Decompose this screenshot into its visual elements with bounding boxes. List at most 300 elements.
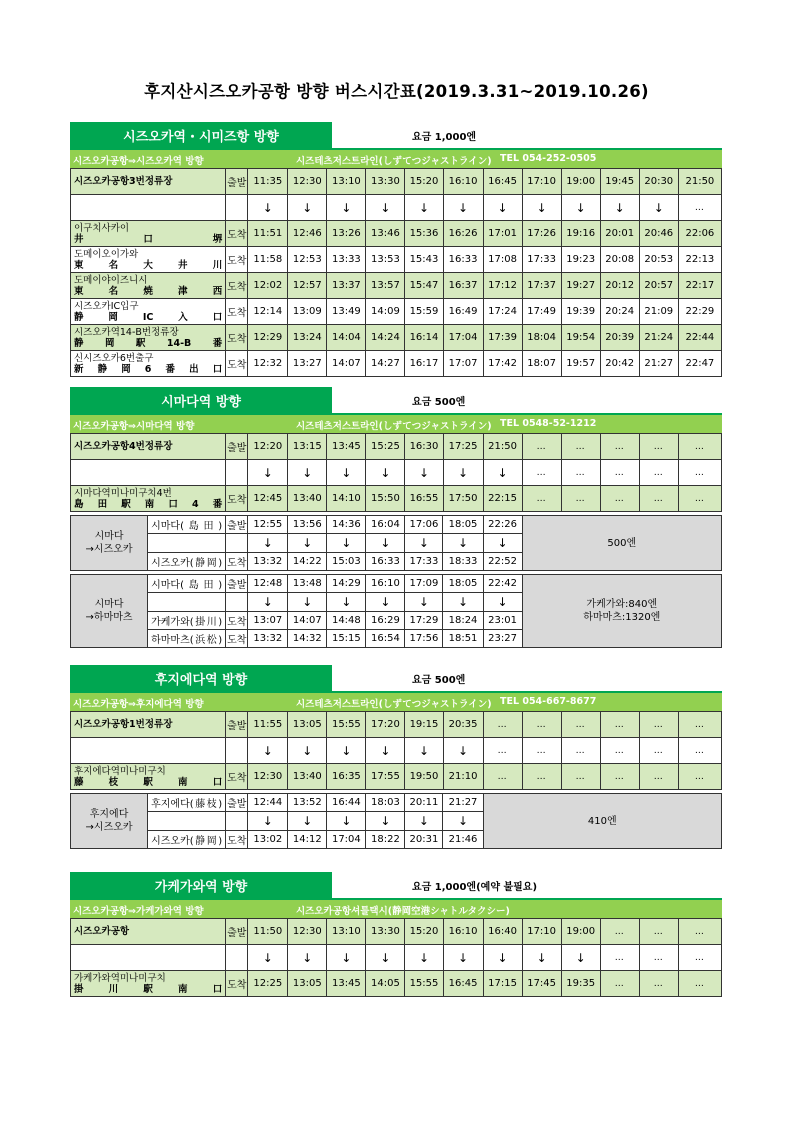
down-arrow-icon: ↓ (443, 534, 483, 553)
empty-slot: … (639, 486, 678, 512)
departure-time: 15:20 (405, 919, 443, 945)
down-arrow-icon: ↓ (443, 195, 483, 221)
down-arrow-icon: ↓ (483, 593, 522, 612)
departure-time: 16:55 (405, 486, 443, 512)
stop-name (71, 971, 226, 997)
sub-route-dest: →시즈오카 (85, 822, 133, 833)
departure-time: 22:44 (678, 325, 721, 351)
departure-time: 17:24 (483, 299, 522, 325)
departure-time: 19:35 (561, 971, 600, 997)
stop-name (71, 460, 226, 486)
down-arrow-icon: ↓ (288, 460, 327, 486)
down-arrow-icon: ↓ (248, 593, 288, 612)
departure-time: 17:49 (522, 299, 561, 325)
stop-name (71, 919, 226, 945)
departure-time: 21:46 (443, 831, 483, 849)
stop-type: 도착 (226, 486, 248, 512)
departure-time: 12:32 (248, 351, 288, 377)
empty-slot: … (639, 460, 678, 486)
empty-slot: … (600, 434, 639, 460)
departure-time: 13:27 (288, 351, 327, 377)
departure-time: 12:53 (288, 247, 327, 273)
stop-type: 도착 (226, 831, 248, 849)
phone-number: TEL 0548-52-1212 (500, 418, 597, 429)
sub-stop-name (148, 534, 226, 553)
departure-time: 17:50 (443, 486, 483, 512)
empty-slot: … (678, 460, 721, 486)
sub-route-label (71, 794, 148, 849)
down-arrow-icon: ↓ (366, 460, 405, 486)
empty-slot: … (600, 919, 639, 945)
departure-time: 16:04 (366, 516, 405, 534)
empty-slot: … (522, 764, 561, 790)
departure-time: 17:39 (483, 325, 522, 351)
departure-time: 16:17 (405, 351, 443, 377)
departure-time: 20:57 (639, 273, 678, 299)
sub-route-origin: 시마다 (94, 531, 124, 542)
departure-time: 11:55 (248, 712, 288, 738)
sub-stop-name: 시마다(島田) (148, 516, 226, 534)
departure-time: 13:26 (327, 221, 366, 247)
section-3 (70, 872, 722, 997)
departure-time: 12:20 (248, 434, 288, 460)
departure-time: 18:03 (366, 794, 405, 812)
departure-time: 13:48 (288, 575, 327, 593)
departure-time: 22:29 (678, 299, 721, 325)
departure-time: 13:45 (327, 434, 366, 460)
departure-time: 15:55 (405, 971, 443, 997)
departure-time: 19:54 (561, 325, 600, 351)
empty-slot: … (678, 486, 721, 512)
stop-type: 도착 (226, 553, 248, 571)
empty-slot: … (561, 764, 600, 790)
stop-type: 도착 (226, 630, 248, 648)
down-arrow-icon: ↓ (405, 812, 443, 831)
departure-time: 13:40 (288, 486, 327, 512)
down-arrow-icon: ↓ (443, 945, 483, 971)
stop-name (71, 712, 226, 738)
phone-number: TEL 054-252-0505 (500, 153, 597, 164)
empty-slot: … (639, 738, 678, 764)
departure-time: 13:40 (288, 764, 327, 790)
sub-route-dest: →하마마츠 (85, 612, 133, 623)
departure-time: 20:46 (639, 221, 678, 247)
departure-time: 15:15 (327, 630, 366, 648)
departure-time: 16:10 (366, 575, 405, 593)
departure-time: 15:36 (405, 221, 443, 247)
departure-time: 22:17 (678, 273, 721, 299)
departure-time: 13:37 (327, 273, 366, 299)
departure-time: 16:37 (443, 273, 483, 299)
down-arrow-icon: ↓ (248, 534, 288, 553)
empty-slot: … (561, 434, 600, 460)
stop-type (226, 534, 248, 553)
empty-slot: … (561, 738, 600, 764)
departure-time: 14:10 (327, 486, 366, 512)
stop-type: 도착 (226, 971, 248, 997)
stop-type: 출발 (226, 794, 248, 812)
departure-time: 16:10 (443, 919, 483, 945)
section-header (70, 665, 722, 691)
departure-time: 12:45 (248, 486, 288, 512)
departure-time: 19:15 (405, 712, 443, 738)
departure-time: 20:11 (405, 794, 443, 812)
down-arrow-icon: ↓ (288, 738, 327, 764)
departure-time: 15:50 (366, 486, 405, 512)
stop-name-japanese: 島田駅南口4番 (74, 498, 223, 510)
stop-name (71, 195, 226, 221)
departure-time: 13:02 (248, 831, 288, 849)
down-arrow-icon: ↓ (248, 460, 288, 486)
fare-note-line: 하마마츠:1320엔 (583, 612, 661, 623)
stop-type: 출발 (226, 516, 248, 534)
empty-slot: … (600, 738, 639, 764)
down-arrow-icon: ↓ (327, 812, 366, 831)
empty-slot: … (600, 764, 639, 790)
departure-time: 15:55 (327, 712, 366, 738)
down-arrow-icon: ↓ (327, 593, 366, 612)
departure-time: 21:50 (483, 434, 522, 460)
departure-time: 20:39 (600, 325, 639, 351)
timetable-row (71, 247, 722, 273)
empty-slot: … (639, 764, 678, 790)
stop-name-japanese: 東名焼津西 (74, 285, 223, 297)
departure-time: 12:02 (248, 273, 288, 299)
timetable-row (71, 764, 722, 790)
departure-time: 19:00 (561, 169, 600, 195)
empty-slot: … (561, 712, 600, 738)
stop-type: 도착 (226, 612, 248, 630)
stop-type: 도착 (226, 273, 248, 299)
departure-time: 18:04 (522, 325, 561, 351)
empty-slot: … (483, 712, 522, 738)
stop-name-korean: 신시즈오카6번출구 (74, 352, 154, 364)
arrow-row (71, 460, 722, 486)
stop-name-korean: 시즈오카IC입구 (74, 300, 139, 312)
stop-name-japanese: 静岡IC入口 (74, 311, 223, 323)
route-direction: 시즈오카공항⇒후지에다역 방향 (73, 699, 204, 710)
stop-type (226, 460, 248, 486)
empty-slot: … (522, 460, 561, 486)
departure-time: 17:01 (483, 221, 522, 247)
sub-route-origin: 후지에다 (89, 809, 129, 820)
down-arrow-icon: ↓ (443, 593, 483, 612)
route-bar (70, 413, 722, 433)
sub-timetable (70, 515, 722, 571)
sub-stop-name (148, 812, 226, 831)
departure-time: 16:49 (443, 299, 483, 325)
departure-time: 17:55 (366, 764, 405, 790)
route-bar (70, 148, 722, 168)
departure-time: 20:24 (600, 299, 639, 325)
section-2 (70, 665, 722, 849)
departure-time: 16:33 (443, 247, 483, 273)
departure-time: 15:43 (405, 247, 443, 273)
empty-slot: … (678, 712, 721, 738)
departure-time: 13:45 (327, 971, 366, 997)
departure-time: 13:46 (366, 221, 405, 247)
departure-time: 18:24 (443, 612, 483, 630)
stop-name (71, 945, 226, 971)
departure-time: 15:59 (405, 299, 443, 325)
timetable-row (71, 221, 722, 247)
departure-time: 12:14 (248, 299, 288, 325)
stop-type (226, 593, 248, 612)
empty-slot: … (522, 738, 561, 764)
sub-route-origin: 시마다 (94, 599, 124, 610)
down-arrow-icon: ↓ (561, 945, 600, 971)
stop-name-japanese: 掛川駅南口 (74, 983, 223, 995)
down-arrow-icon: ↓ (522, 195, 561, 221)
departure-time: 17:33 (522, 247, 561, 273)
departure-time: 14:12 (288, 831, 327, 849)
section-1 (70, 387, 722, 648)
departure-time: 19:00 (561, 919, 600, 945)
departure-time: 13:56 (288, 516, 327, 534)
empty-slot: … (600, 712, 639, 738)
down-arrow-icon: ↓ (366, 593, 405, 612)
empty-slot: … (522, 486, 561, 512)
departure-time: 17:06 (405, 516, 443, 534)
sub-stop-name: 가케가와(掛川) (148, 612, 226, 630)
section-header (70, 872, 722, 898)
empty-slot: … (639, 919, 678, 945)
departure-time: 17:04 (443, 325, 483, 351)
operator-name: 시즈테츠저스트라인(しずてつジャストライン) (296, 699, 492, 710)
section-tab: 시마다역 방향 (70, 387, 332, 413)
departure-time: 17:37 (522, 273, 561, 299)
empty-slot: … (600, 971, 639, 997)
empty-slot: … (561, 486, 600, 512)
departure-time: 12:30 (248, 764, 288, 790)
departure-time: 20:42 (600, 351, 639, 377)
departure-time: 16:54 (366, 630, 405, 648)
down-arrow-icon: ↓ (405, 534, 443, 553)
departure-time: 13:33 (327, 247, 366, 273)
departure-time: 12:57 (288, 273, 327, 299)
timetable-row (71, 486, 722, 512)
departure-time: 12:30 (288, 169, 327, 195)
departure-time: 15:20 (405, 169, 443, 195)
page-title: 후지산시즈오카공항 방향 버스시간표(2019.3.31~2019.10.26) (144, 82, 649, 101)
timetable (70, 168, 722, 377)
departure-time: 17:42 (483, 351, 522, 377)
fare-label: 요금 500엔 (412, 396, 466, 408)
departure-time: 14:04 (327, 325, 366, 351)
down-arrow-icon: ↓ (405, 738, 443, 764)
section-tab: 시즈오카역・시미즈항 방향 (70, 122, 332, 148)
departure-time: 11:35 (248, 169, 288, 195)
section-header (70, 387, 722, 413)
departure-time: 12:48 (248, 575, 288, 593)
section-tab: 가케가와역 방향 (70, 872, 332, 898)
timetable-row (71, 919, 722, 945)
timetable (70, 433, 722, 512)
stop-name-japanese: 新静岡6番出口 (74, 363, 223, 375)
departure-time: 19:27 (561, 273, 600, 299)
sub-stop-name: 시즈오카(静岡) (148, 831, 226, 849)
departure-time: 20:08 (600, 247, 639, 273)
empty-slot: … (483, 738, 522, 764)
down-arrow-icon: ↓ (327, 945, 366, 971)
operator-name: 시즈오카공항셔틀택시(静岡空港シャトルタクシー) (296, 906, 510, 917)
departure-time: 20:01 (600, 221, 639, 247)
departure-time: 14:07 (288, 612, 327, 630)
departure-time: 21:50 (678, 169, 721, 195)
stop-name (71, 247, 226, 273)
departure-time: 13:30 (366, 169, 405, 195)
down-arrow-icon: ↓ (248, 812, 288, 831)
sub-stop-name: 시즈오카(静岡) (148, 553, 226, 571)
stop-name (71, 299, 226, 325)
departure-time: 11:51 (248, 221, 288, 247)
stop-name-japanese: 東名大井川 (74, 259, 223, 271)
departure-time: 19:45 (600, 169, 639, 195)
stop-type: 출발 (226, 575, 248, 593)
departure-time: 15:25 (366, 434, 405, 460)
departure-time: 22:06 (678, 221, 721, 247)
departure-time: 16:35 (327, 764, 366, 790)
stop-name (71, 738, 226, 764)
departure-time: 16:45 (443, 971, 483, 997)
empty-slot: … (600, 945, 639, 971)
timetable (70, 918, 722, 997)
fare-note-line: 410엔 (587, 815, 617, 827)
departure-time: 16:33 (366, 553, 405, 571)
departure-time: 11:50 (248, 919, 288, 945)
sub-stop-name: 시마다(島田) (148, 575, 226, 593)
stop-type: 도착 (226, 221, 248, 247)
stop-name (71, 221, 226, 247)
down-arrow-icon: ↓ (366, 812, 405, 831)
departure-time: 20:53 (639, 247, 678, 273)
route-direction: 시즈오카공항⇒시마다역 방향 (73, 421, 195, 432)
arrow-row (71, 738, 722, 764)
departure-time: 13:24 (288, 325, 327, 351)
departure-time: 22:13 (678, 247, 721, 273)
sub-row (71, 794, 722, 812)
fare-note (522, 516, 721, 571)
departure-time: 17:26 (522, 221, 561, 247)
stop-type: 출발 (226, 712, 248, 738)
departure-time: 13:30 (366, 919, 405, 945)
fare-label: 요금 1,000엔 (412, 131, 477, 143)
route-bar (70, 898, 722, 918)
stop-name-korean: 시즈오카공항 (74, 926, 130, 937)
stop-type (226, 195, 248, 221)
fare-label: 요금 500엔 (412, 674, 466, 686)
departure-time: 16:40 (483, 919, 522, 945)
departure-time: 20:30 (639, 169, 678, 195)
stop-name-korean: 도메이야이즈니시 (74, 274, 148, 286)
timetable-row (71, 169, 722, 195)
departure-time: 14:07 (327, 351, 366, 377)
stop-name (71, 434, 226, 460)
stop-type: 출발 (226, 169, 248, 195)
departure-time: 16:14 (405, 325, 443, 351)
stop-type (226, 945, 248, 971)
down-arrow-icon: ↓ (327, 534, 366, 553)
down-arrow-icon: ↓ (327, 195, 366, 221)
down-arrow-icon: ↓ (248, 945, 288, 971)
down-arrow-icon: ↓ (405, 460, 443, 486)
stop-type: 도착 (226, 351, 248, 377)
departure-time: 22:15 (483, 486, 522, 512)
departure-time: 18:51 (443, 630, 483, 648)
departure-time: 17:29 (405, 612, 443, 630)
departure-time: 13:10 (327, 919, 366, 945)
departure-time: 20:12 (600, 273, 639, 299)
empty-slot: … (678, 945, 721, 971)
operator-name: 시즈테츠저스트라인(しずてつジャストライン) (296, 156, 492, 167)
sub-timetable (70, 793, 722, 849)
departure-time: 14:29 (327, 575, 366, 593)
departure-time: 14:05 (366, 971, 405, 997)
departure-time: 13:05 (288, 712, 327, 738)
down-arrow-icon: ↓ (443, 460, 483, 486)
departure-time: 17:15 (483, 971, 522, 997)
fare-note (522, 575, 721, 648)
stop-name-japanese: 静岡駅14-B番 (74, 337, 223, 349)
empty-slot: … (678, 434, 721, 460)
stop-name (71, 351, 226, 377)
empty-slot: … (639, 434, 678, 460)
sub-route-dest: →시즈오카 (85, 544, 133, 555)
departure-time: 18:22 (366, 831, 405, 849)
operator-name: 시즈테츠저스트라인(しずてつジャストライン) (296, 421, 492, 432)
departure-time: 13:52 (288, 794, 327, 812)
departure-time: 17:07 (443, 351, 483, 377)
down-arrow-icon: ↓ (288, 534, 327, 553)
departure-time: 13:49 (327, 299, 366, 325)
stop-type: 도착 (226, 299, 248, 325)
departure-time: 17:10 (522, 919, 561, 945)
stop-name-korean: 시즈오카공항3번정류장 (74, 176, 173, 187)
stop-name (71, 325, 226, 351)
down-arrow-icon: ↓ (288, 812, 327, 831)
departure-time: 20:31 (405, 831, 443, 849)
departure-time: 18:05 (443, 575, 483, 593)
departure-time: 14:24 (366, 325, 405, 351)
stop-type: 도착 (226, 764, 248, 790)
down-arrow-icon: ↓ (288, 195, 327, 221)
stop-name (71, 273, 226, 299)
arrow-row (71, 945, 722, 971)
stop-type: 출발 (226, 919, 248, 945)
sub-row (71, 575, 722, 593)
stop-name-korean: 가케가와역미나미구치 (74, 972, 166, 984)
departure-time: 12:55 (248, 516, 288, 534)
empty-slot: … (483, 764, 522, 790)
empty-slot: … (678, 195, 721, 221)
departure-time: 22:42 (483, 575, 522, 593)
departure-time: 12:30 (288, 919, 327, 945)
down-arrow-icon: ↓ (522, 945, 561, 971)
departure-time: 13:57 (366, 273, 405, 299)
down-arrow-icon: ↓ (288, 593, 327, 612)
departure-time: 19:16 (561, 221, 600, 247)
departure-time: 21:27 (639, 351, 678, 377)
timetable-row (71, 273, 722, 299)
timetable-row (71, 434, 722, 460)
departure-time: 16:29 (366, 612, 405, 630)
departure-time: 13:15 (288, 434, 327, 460)
departure-time: 17:45 (522, 971, 561, 997)
departure-time: 21:09 (639, 299, 678, 325)
sub-stop-name (148, 593, 226, 612)
departure-time: 22:52 (483, 553, 522, 571)
stop-name-korean: 후지에다역미나미구치 (74, 765, 166, 777)
